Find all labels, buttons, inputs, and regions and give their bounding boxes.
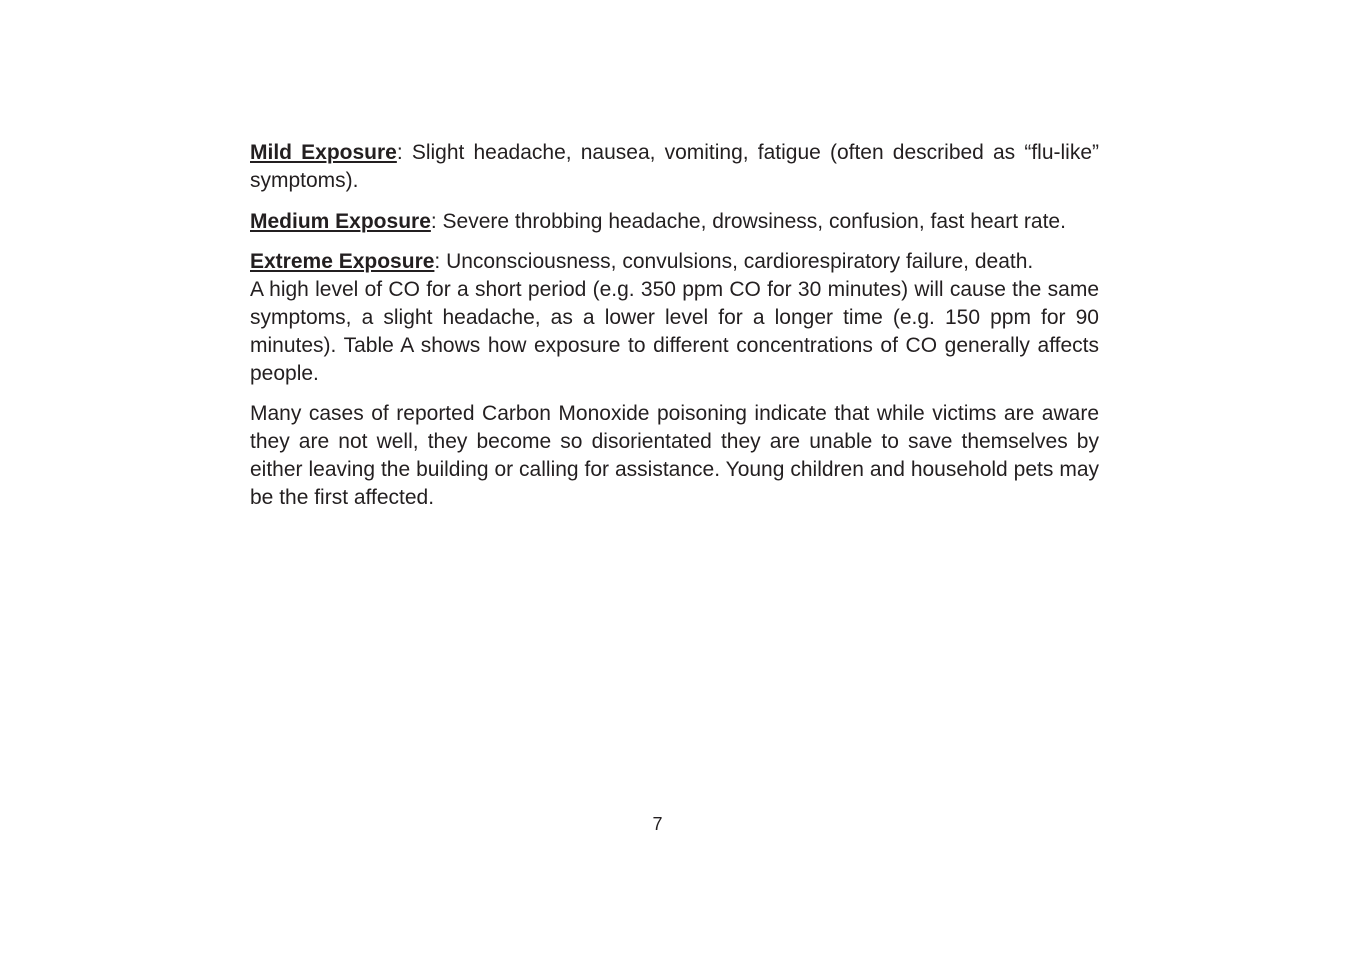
medium-exposure-paragraph	[250, 208, 1099, 236]
mild-exposure-description: : Slight headache, nausea, vomiting, fatigue (often described as “flu-like” symptoms).	[250, 141, 1099, 192]
page-content	[250, 139, 1099, 525]
extreme-exposure-term: Extreme Exposure	[250, 250, 435, 274]
extreme-exposure-description: : Unconsciousness, convulsions, cardiorespiratory failure, death.	[434, 250, 1034, 274]
poisoning-cases-paragraph: Many cases of reported Carbon Monoxide poisoning indicate that while victims are aware they are not well, they become so disorientated they are unable to save themselves by either leaving the building or calling for assistance. Young children and household pets may be the first affected.	[250, 402, 1099, 509]
page-number: 7	[652, 814, 663, 834]
mild-exposure-paragraph	[250, 139, 1099, 195]
medium-exposure-term: Medium Exposure	[250, 209, 431, 233]
mild-exposure-term: Mild Exposure	[250, 141, 397, 164]
medium-exposure-description: : Severe throbbing headache, drowsiness, confusion, fast heart rate.	[430, 209, 1066, 233]
co-levels-text: A high level of CO for a short period (e.g. 350 ppm CO for 30 minutes) will cause the same symptoms, a slight headache, as a lower level for a longer time (e.g. 150 ppm for 90 minutes). Table A shows how exposure to different concentrations of CO generally affects people.	[250, 278, 1099, 385]
extreme-exposure-paragraph	[250, 248, 1099, 387]
